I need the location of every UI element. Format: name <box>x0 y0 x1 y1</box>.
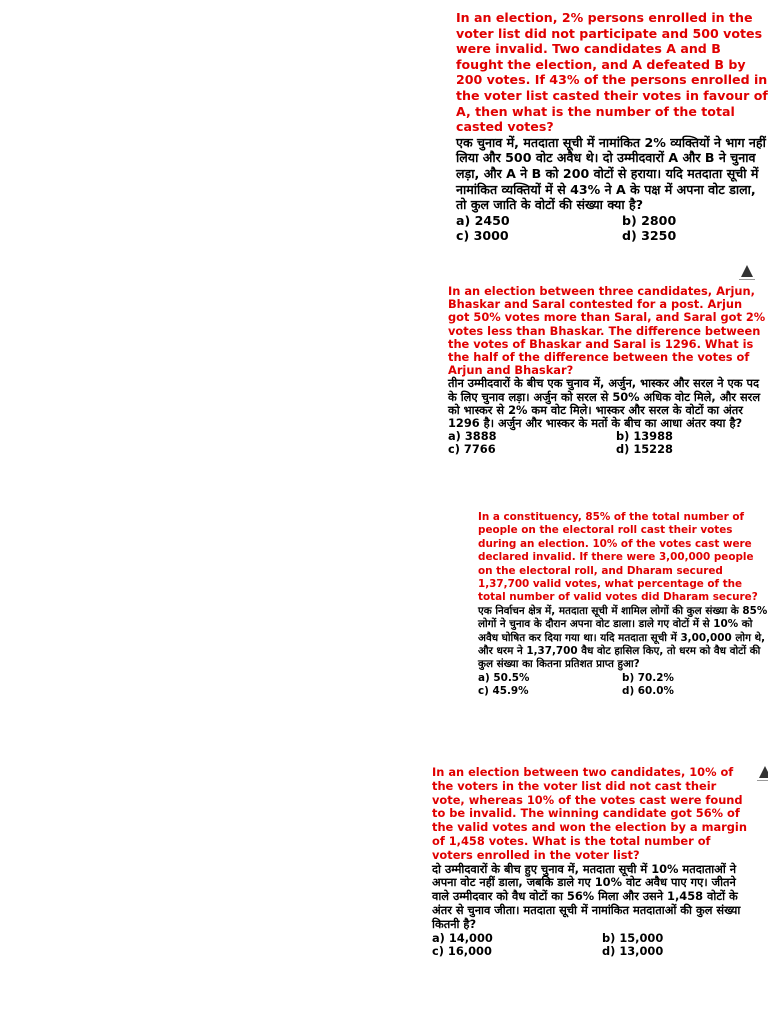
question-2 <box>448 285 766 457</box>
question-1-english: In an election, 2% persons enrolled in the voter list did not participate and 500 votes were invalid. Two candidates A and B fought the election, and A defeated B by 200 votes. If 43% of the persons enrolled in the voter list casted their votes in favour of A, then what is the number of the total casted votes? <box>456 10 768 135</box>
option-c: c) 16,000 <box>432 944 492 959</box>
question-3-english: In a constituency, 85% of the total number of people on the electoral roll cast their votes during an election. 10% of the votes cast were declared invalid. If there were 3,00,000 people on the electoral roll, and Dharam secured 1,37,700 valid votes, what percentage of the total number of valid votes did Dharam secure? <box>478 511 758 604</box>
option-a: a) 3888 <box>448 429 497 444</box>
option-d: d) 15228 <box>616 442 673 457</box>
option-a: a) 2450 <box>456 212 510 228</box>
question-1-hindi: एक चुनाव में, मतदाता सूची में नामांकित 2% व्यक्तियों ने भाग नहीं लिया और 500 वोट अवैध थे। दो उम्मीदवारों A और B ने चुनाव लड़ा, और A ने B को 200 वोटों से हराया। यदि मतदाता सूची में नामांकित व्यक्तियों में से 43% ने A के पक्ष में अपना वोट डाला, तो कुल जाति के वोटों की संख्या क्या है? <box>456 134 766 213</box>
option-b: b) 2800 <box>622 212 677 228</box>
question-1 <box>456 10 768 244</box>
option-c: c) 7766 <box>448 442 496 457</box>
option-d: d) 13,000 <box>602 944 664 959</box>
logo-icon <box>756 766 768 788</box>
question-3-hindi: एक निर्वाचन क्षेत्र में, मतदाता सूची में शामिल लोगों की कुल संख्या के 85% लोगों ने चुनाव के दौरान अपना वोट डाला। डाले गए वोटों में से 10% को अवैध घोषित कर दिया गया था। यदि मतदाता सूची में 3,00,000 लोग थे, और धरम ने 1,37,700 वैध वोट हासिल किए, तो धरम को वैध वोटों की कुल संख्या का कितना प्रतिशत प्राप्त हुआ? <box>478 604 768 671</box>
option-b: b) 13988 <box>616 429 673 444</box>
option-d: d) 60.0% <box>622 685 674 698</box>
question-3 <box>478 511 768 699</box>
question-2-hindi: तीन उम्मीदवारों के बीच एक चुनाव में, अर्जुन, भास्कर और सरल ने एक पद के लिए चुनाव लड़ा। अर्जुन को सरल से 50% अधिक वोट मिले, और सरल को भास्कर से 2% कम वोट मिले। भास्कर और सरल के वोटों का अंतर 1296 है। अर्जुन और भास्कर के मतों के बीच का आधा अंतर क्या है? <box>448 376 761 431</box>
question-3-options <box>478 672 738 699</box>
option-a: a) 50.5% <box>478 671 530 684</box>
option-b: b) 15,000 <box>602 930 664 945</box>
question-4-english: In an election between two candidates, 10% of the voters in the voter list did not cast their vote, whereas 10% of the votes cast were found to be invalid. The winning candidate got 56% of the valid votes and won the election by a margin of 1,458 votes. What is the total number of voters enrolled in the voter list? <box>432 765 747 862</box>
question-4-hindi: दो उम्मीदवारों के बीच हुए चुनाव में, मतदाता सूची में 10% मतदाताओं ने अपना वोट नहीं डाला, जबकि डाले गए 10% वोट अवैध पाए गए। जीतने वाले उम्मीदवार को वैध वोटों का 56% मिला और उसने 1,458 वोटों के अंतर से चुनाव जीता। मतदाता सूची में नामांकित मतदाताओं की कुल संख्या कितनी है? <box>432 861 741 931</box>
question-1-options <box>456 213 756 244</box>
question-4-options <box>432 932 712 960</box>
question-2-options <box>448 430 748 456</box>
option-b: b) 70.2% <box>622 671 674 684</box>
option-c: c) 45.9% <box>478 685 529 698</box>
option-a: a) 14,000 <box>432 930 493 945</box>
question-4 <box>432 766 752 959</box>
option-d: d) 3250 <box>622 228 677 244</box>
option-c: c) 3000 <box>456 228 509 244</box>
question-2-english: In an election between three candidates, Arjun, Bhaskar and Saral contested for a post. Arjun got 50% votes more than Saral, and Saral got 2% votes less than Bhaskar. The difference between the votes of Bhaskar and Saral is 1296. What is the half of the difference between the votes of Arjun and Bhaskar? <box>448 284 766 378</box>
